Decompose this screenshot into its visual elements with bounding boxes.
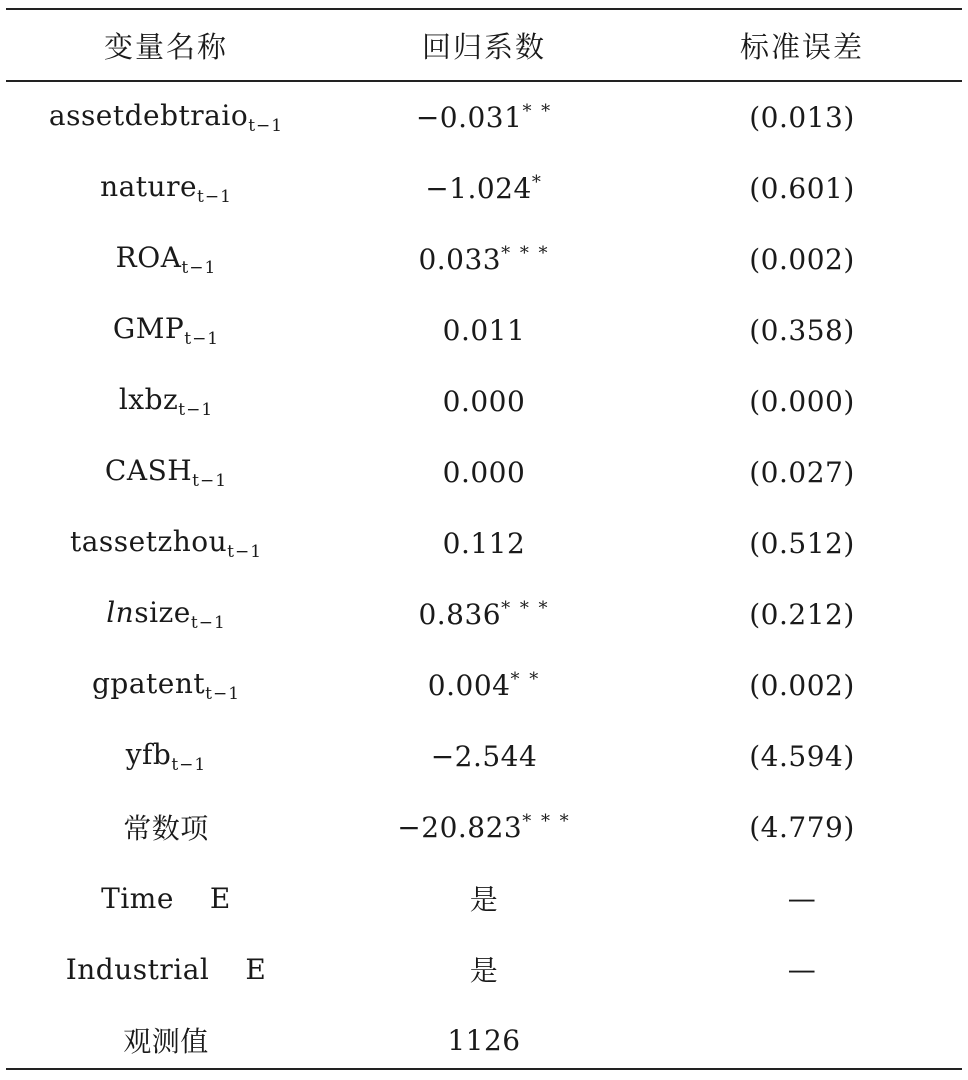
table-row-observations [6,1005,962,1076]
table-row [6,650,962,721]
coefficient-value: 0.004* * [427,668,541,702]
table-row [6,366,962,437]
standard-error-value: (0.358) [749,313,855,347]
standard-error-value: — [787,952,817,986]
fixed-effect-included: 是 [469,954,499,987]
regression-table [6,8,962,1076]
table-row-time-fe [6,863,962,934]
fixed-effect-name: Time E [101,881,231,915]
variable-name: 常数项 [123,812,209,845]
coefficient-value: −0.031* * [415,100,553,134]
standard-error-value: (0.027) [749,455,855,489]
standard-error-value: (0.601) [749,171,855,205]
coefficient-value: −1.024* [425,171,543,205]
standard-error-value: (0.512) [749,526,855,560]
table-row [6,295,962,366]
table-row [6,153,962,224]
standard-error-value: (0.013) [749,100,855,134]
fixed-effect-included: 是 [469,883,499,916]
observations-value: 1126 [447,1023,521,1057]
standard-error-value: (0.000) [749,384,855,418]
variable-name: gpatent$_{t-1}$ [91,666,241,704]
header-standard-error: 标准误差 [739,29,864,64]
variable-name: yfb$_{t-1}$ [125,737,207,775]
variable-name: $CASH_{t-1}$ [104,453,228,491]
variable-name: lxbz$_{t-1}$ [118,382,214,420]
fixed-effect-name: Industrial E [65,952,267,986]
table-header-row [6,10,962,80]
table-row-constant [6,792,962,863]
header-variable-name: 变量名称 [103,29,228,64]
variable-name: $ROA_{t-1}$ [115,240,217,278]
standard-error-value: (4.779) [749,810,855,844]
standard-error-value: (0.002) [749,668,855,702]
observations-label: 观测值 [123,1025,209,1058]
standard-error-value: (0.212) [749,597,855,631]
standard-error-value: (4.594) [749,739,855,773]
table-row [6,437,962,508]
table-row [6,82,962,153]
table-row [6,508,962,579]
table-row [6,721,962,792]
standard-error-value: — [787,881,817,915]
table-row [6,224,962,295]
variable-name: assetdebtraio$_{t-1}$ [48,98,284,136]
coefficient-value: −20.823* * * [397,810,571,844]
table-row [6,579,962,650]
coefficient-value: 0.836* * * [418,597,550,631]
coefficient-value: 0.033* * * [418,242,550,276]
variable-name: nature$_{t-1}$ [100,169,232,207]
coefficient-value: 0.000 [442,455,526,489]
coefficient-value: 0.000 [442,384,526,418]
variable-name: lnsize$_{t-1}$ [106,595,226,633]
variable-name: $GMP_{t-1}$ [112,311,220,349]
table-body [6,82,962,1076]
table-row-industrial-fe [6,934,962,1005]
standard-error-value: (0.002) [749,242,855,276]
header-coefficient: 回归系数 [421,29,546,64]
table-bottom-rule [6,1068,962,1070]
coefficient-value: 0.011 [442,313,526,347]
coefficient-value: 0.112 [442,526,526,560]
coefficient-value: −2.544 [430,739,538,773]
variable-name: tassetzhou$_{t-1}$ [69,524,263,562]
